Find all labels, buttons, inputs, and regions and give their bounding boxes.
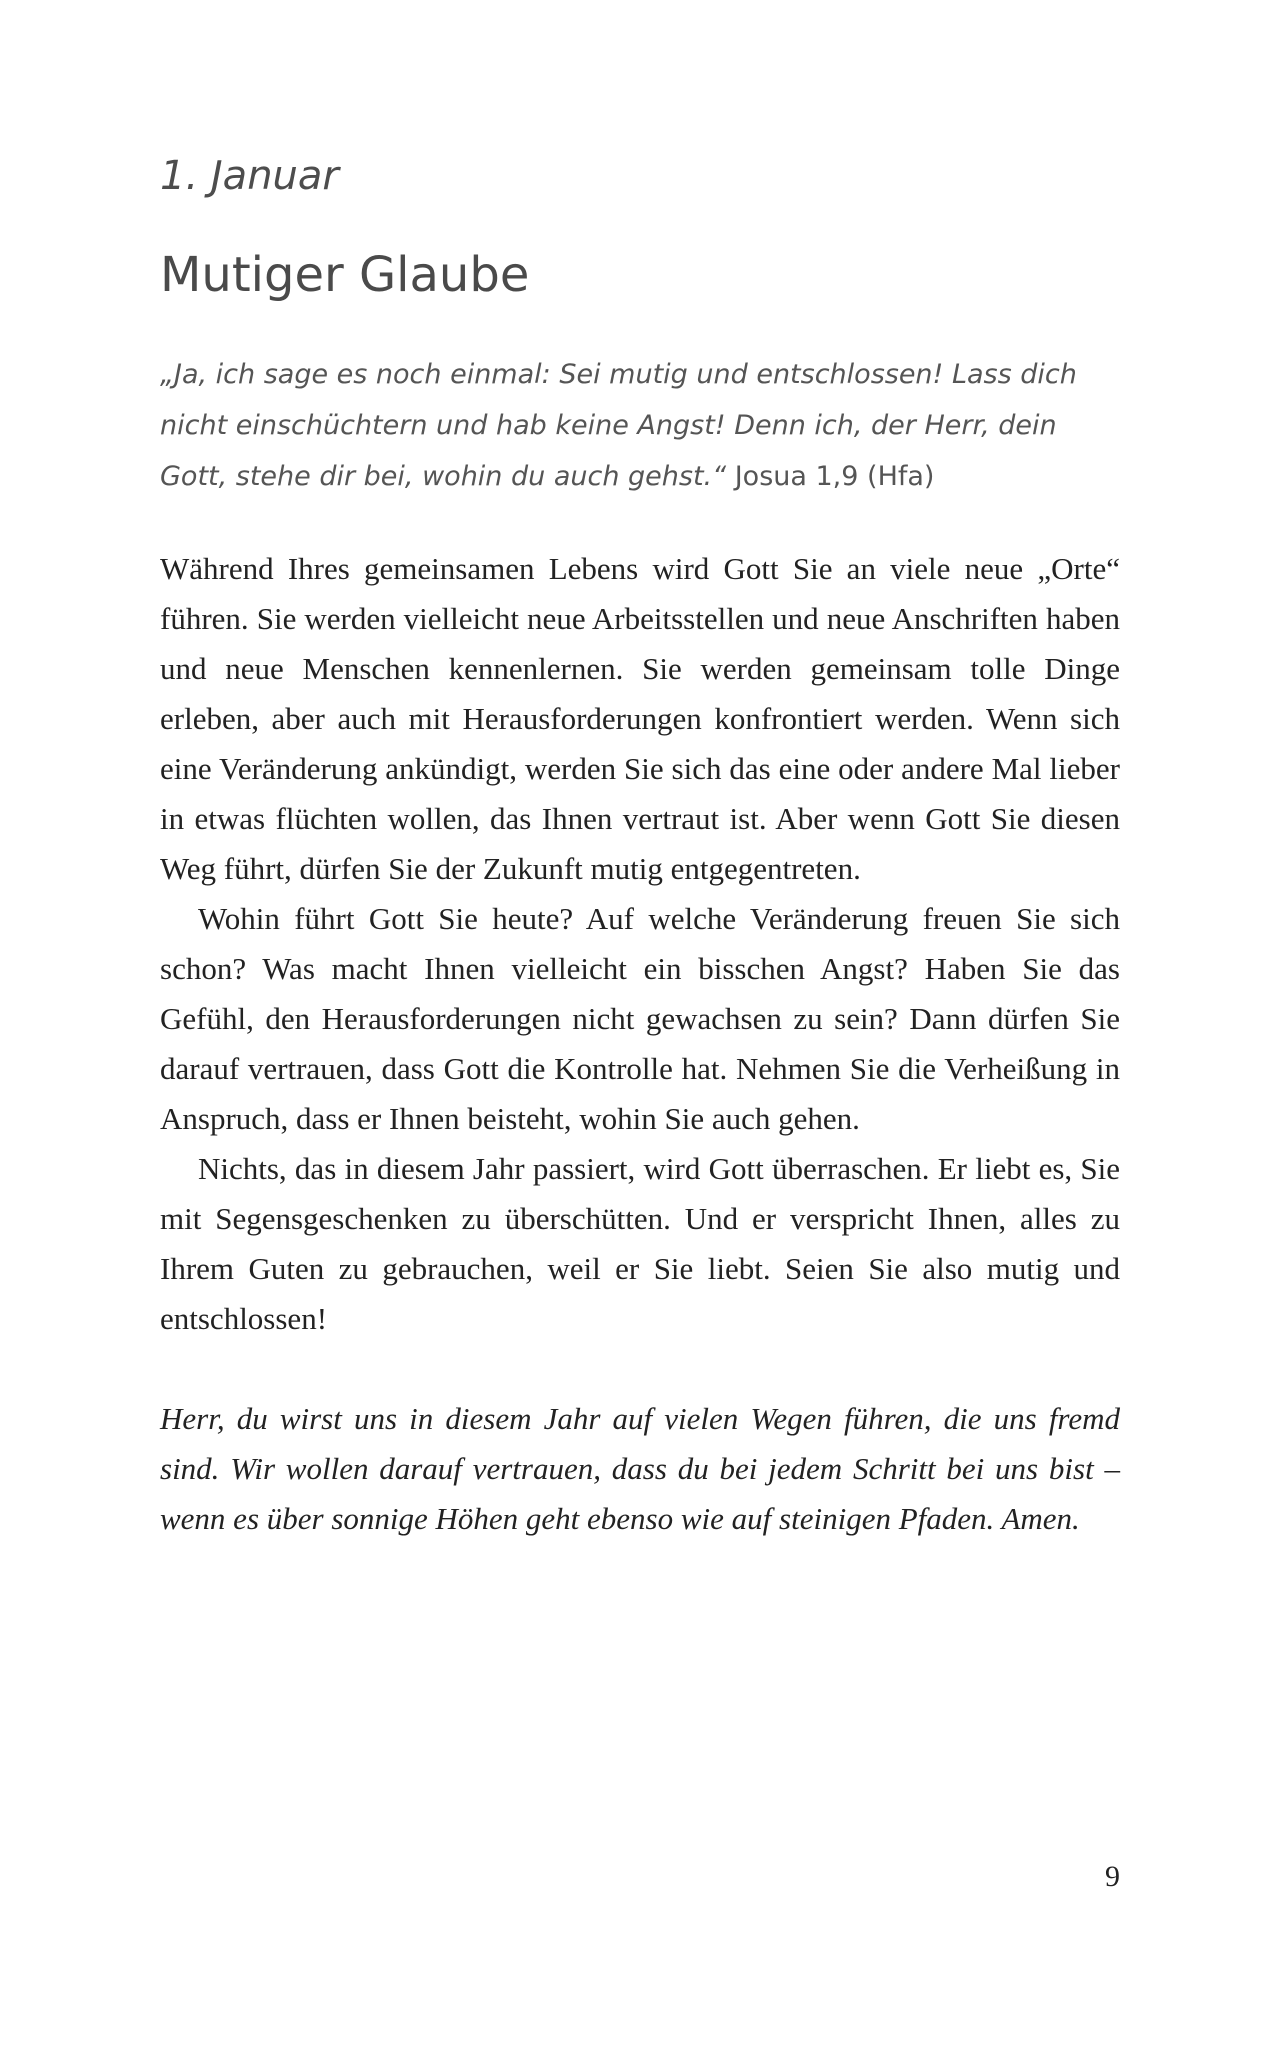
page-content [160, 150, 1120, 1544]
page-number: 9 [1105, 1860, 1120, 1893]
closing-prayer: Herr, du wirst uns in diesem Jahr auf vielen Wegen führen, die uns fremd sind. Wir wollen darauf vertrauen, dass du bei jedem Schritt bei uns bist – wenn es über sonnige Höhen geht ebenso wie auf steinigen Pfaden. Amen. [160, 1401, 1120, 1537]
paragraph-2: Wohin führt Gott Sie heute? Auf welche Veränderung freuen Sie sich schon? Was macht Ihnen vielleicht ein bisschen Angst? Haben Sie das Gefühl, den Herausforderungen nicht gewachsen zu sein? Dann dürfen Sie darauf vertrauen, dass Gott die Kontrolle hat. Nehmen Sie die Verheißung in Anspruch, dass er Ihnen beisteht, wohin Sie auch gehen. [160, 901, 1120, 1137]
verse-text: „Ja, ich sage es noch einmal: Sei mutig und entschlossen! Lass dich nicht einschüchtern und hab keine Angst! Denn ich, der Herr, dein Gott, stehe dir bei, wohin du auch gehst.“ [160, 359, 1077, 493]
entry-date: 1. Januar [160, 153, 339, 199]
paragraph-3: Nichts, das in diesem Jahr passiert, wird Gott überraschen. Er liebt es, Sie mit Segensgeschenken zu überschütten. Und er verspricht Ihnen, alles zu Ihrem Guten zu gebrauchen, weil er Sie liebt. Seien Sie also mutig und entschlossen! [160, 1151, 1120, 1337]
bible-verse [160, 349, 1120, 502]
devotional-text [160, 544, 1120, 1344]
entry-title: Mutiger Glaube [160, 247, 530, 303]
paragraph-1: Während Ihres gemeinsamen Lebens wird Gott Sie an viele neue „Orte“ führen. Sie werden vielleicht neue Arbeitsstellen und neue Anschriften haben und neue Menschen kennenlernen. Sie werden gemeinsam tolle Dinge erleben, aber auch mit Herausforderungen konfrontiert werden. Wenn sich eine Veränderung ankündigt, werden Sie sich das eine oder andere Mal lieber in etwas flüchten wollen, das Ihnen vertraut ist. Aber wenn Gott Sie diesen Weg führt, dürfen Sie der Zukunft mutig entgegentreten. [160, 551, 1120, 887]
verse-reference: Josua 1,9 (Hfa) [734, 461, 935, 493]
